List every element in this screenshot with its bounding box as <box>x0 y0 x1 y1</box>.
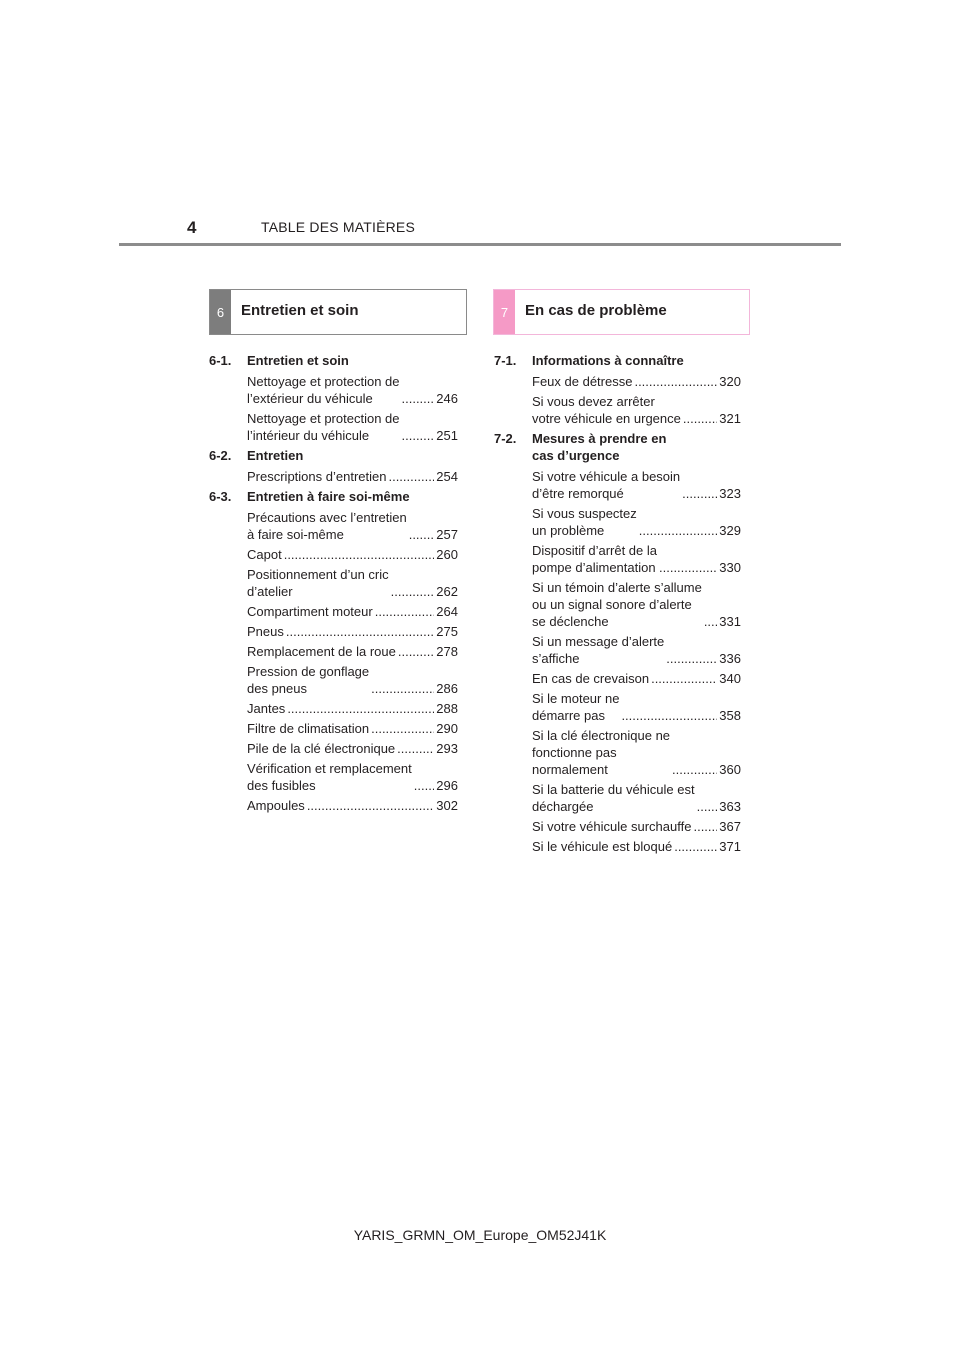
section-6-header[interactable] <box>209 289 467 335</box>
toc-entry-label: Si un témoin d’alerte s’allume ou un signal sonore d’alerte se déclenche <box>532 580 702 629</box>
toc-dot-leader <box>672 761 717 778</box>
toc-dot-leader <box>414 777 435 794</box>
toc-dot-leader <box>375 603 435 620</box>
toc-group <box>209 352 458 444</box>
toc-entry-label: Compartiment moteur <box>247 604 373 619</box>
toc-entry-page: 323 <box>719 486 741 501</box>
toc-entry[interactable] <box>247 720 458 737</box>
toc-dot-leader <box>307 797 434 814</box>
toc-group <box>494 352 741 427</box>
toc-entry[interactable] <box>532 505 741 539</box>
toc-entry-label: Si un message d’alerte s’affiche <box>532 634 665 666</box>
toc-entry[interactable] <box>247 546 458 563</box>
toc-entry[interactable] <box>532 468 741 502</box>
toc-entry-page: 288 <box>436 701 458 716</box>
toc-entry[interactable] <box>532 838 741 855</box>
toc-entry[interactable] <box>247 566 458 600</box>
toc-group-number: 6-1. <box>209 353 232 368</box>
toc-dot-leader <box>371 720 434 737</box>
toc-entry[interactable] <box>532 542 741 576</box>
toc-entry-page: 262 <box>436 584 458 599</box>
toc-group-title: Entretien <box>247 448 304 463</box>
toc-dot-leader <box>409 526 435 543</box>
toc-entry-page: 286 <box>436 681 458 696</box>
section-6-tab: 6 <box>210 290 231 334</box>
section-7-title: En cas de problème <box>525 302 667 319</box>
toc-entry[interactable] <box>247 468 458 485</box>
toc-entry-page: 371 <box>719 839 741 854</box>
toc-entry-page: 320 <box>719 374 741 389</box>
toc-dot-leader <box>398 643 434 660</box>
toc-entry-page: 278 <box>436 644 458 659</box>
toc-dot-leader <box>391 583 435 600</box>
toc-entry-page: 331 <box>719 614 741 629</box>
toc-dot-leader <box>287 700 434 717</box>
footer-document-id: YARIS_GRMN_OM_Europe_OM52J41K <box>353 1227 607 1243</box>
toc-dot-leader <box>693 818 717 835</box>
toc-entry-page: 293 <box>436 741 458 756</box>
toc-entry-page: 246 <box>436 391 458 406</box>
toc-dot-leader <box>284 546 435 563</box>
toc-entry-label: Ampoules <box>247 798 305 813</box>
toc-dot-leader <box>388 468 434 485</box>
toc-entry-page: 367 <box>719 819 741 834</box>
toc-entry-label: Remplacement de la roue <box>247 644 396 659</box>
toc-dot-leader <box>621 707 717 724</box>
toc-entry-label: Filtre de climatisation <box>247 721 370 736</box>
toc-dot-leader <box>651 670 717 687</box>
toc-group-heading[interactable] <box>494 430 741 464</box>
toc-entry-page: 330 <box>719 560 741 575</box>
toc-entry-page: 290 <box>436 721 458 736</box>
toc-entry-label: Vérification et remplacement des fusibles <box>247 761 412 793</box>
toc-entry-label: Nettoyage et protection de l’intérieur du véhicule <box>247 411 400 443</box>
header-title: TABLE DES MATIÈRES <box>261 219 416 235</box>
toc-entry[interactable] <box>532 393 741 427</box>
toc-group-heading[interactable] <box>209 488 458 505</box>
toc-dot-leader <box>666 650 717 667</box>
toc-group-number: 7-2. <box>494 431 517 446</box>
toc-entry-page: 321 <box>719 411 741 426</box>
toc-dot-leader <box>639 522 718 539</box>
toc-entry-page: 251 <box>436 428 458 443</box>
toc-entry[interactable] <box>532 670 741 687</box>
toc-entry[interactable] <box>247 700 458 717</box>
toc-entry-page: 254 <box>436 469 458 484</box>
toc-entry[interactable] <box>532 579 741 630</box>
toc-group-heading[interactable] <box>494 352 741 369</box>
toc-entry-label: Nettoyage et protection de l’extérieur du véhicule <box>247 374 400 406</box>
toc-group <box>494 430 741 855</box>
toc-entry-page: 296 <box>436 778 458 793</box>
toc-entry[interactable] <box>247 373 458 407</box>
toc-dot-leader <box>286 623 434 640</box>
toc-entry[interactable] <box>247 797 458 814</box>
toc-group-number: 7-1. <box>494 353 517 368</box>
toc-entry-page: 264 <box>436 604 458 619</box>
toc-entry-label: Positionnement d’un cric d’atelier <box>247 567 389 599</box>
toc-dot-leader <box>659 559 717 576</box>
toc-entry[interactable] <box>247 643 458 660</box>
toc-entry[interactable] <box>247 603 458 620</box>
toc-entry-label: Si vous suspectez un problème <box>532 506 637 538</box>
toc-entry[interactable] <box>247 623 458 640</box>
toc-entry-page: 360 <box>719 762 741 777</box>
toc-dot-leader <box>682 485 717 502</box>
toc-group-number: 6-3. <box>209 489 232 504</box>
toc-entry-label: Si la clé électronique ne fonctionne pas normalement <box>532 728 671 777</box>
toc-entry-label: Pneus <box>247 624 284 639</box>
toc-entry-label: Si votre véhicule a besoin d’être remorqué <box>532 469 681 501</box>
toc-group-title: Entretien à faire soi-même <box>247 489 410 504</box>
toc-entry-label: Jantes <box>247 701 286 716</box>
toc-entry-page: 302 <box>436 798 458 813</box>
toc-entry-page: 329 <box>719 523 741 538</box>
toc-entry-page: 340 <box>719 671 741 686</box>
page-number: 4 <box>187 218 197 237</box>
toc-group-title: Informations à connaître <box>532 353 684 368</box>
toc-entry-label: Feux de détresse <box>532 374 633 389</box>
toc-entry[interactable] <box>532 373 741 390</box>
toc-entry-page: 363 <box>719 799 741 814</box>
toc-entry-label: Précautions avec l’entretien à faire soi-même <box>247 510 407 542</box>
toc-entry[interactable] <box>247 663 458 697</box>
toc-entry[interactable] <box>532 818 741 835</box>
toc-entry-label: Si la batterie du véhicule est déchargée <box>532 782 695 814</box>
toc-entry[interactable] <box>532 727 741 778</box>
toc-entry[interactable] <box>247 760 458 794</box>
toc-entry-label: En cas de crevaison <box>532 671 650 686</box>
toc-group <box>209 488 458 814</box>
toc-entry-label: Pression de gonflage des pneus <box>247 664 370 696</box>
toc-entry-label: Dispositif d’arrêt de la pompe d’alimentation <box>532 543 657 575</box>
toc-dot-leader <box>697 798 718 815</box>
toc-entry-page: 257 <box>436 527 458 542</box>
toc-entry[interactable] <box>532 633 741 667</box>
toc-entry[interactable] <box>247 410 458 444</box>
section-6-title: Entretien et soin <box>241 302 359 319</box>
toc-dot-leader <box>397 740 434 757</box>
toc-entry[interactable] <box>532 690 741 724</box>
toc-dot-leader <box>674 838 717 855</box>
toc-entry-label: Si le moteur ne démarre pas <box>532 691 620 723</box>
toc-dot-leader <box>683 410 717 427</box>
toc-dot-leader <box>402 427 435 444</box>
toc-group-number: 6-2. <box>209 448 232 463</box>
toc-entry-label: Prescriptions d’entretien <box>247 469 387 484</box>
toc-entry[interactable] <box>247 509 458 543</box>
toc-entry-page: 336 <box>719 651 741 666</box>
toc-dot-leader <box>634 373 717 390</box>
toc-entry-label: Si votre véhicule surchauffe <box>532 819 692 834</box>
header-rule <box>119 243 841 246</box>
toc-column-7 <box>494 352 741 858</box>
toc-group <box>209 447 458 485</box>
toc-group-heading[interactable] <box>209 447 458 464</box>
toc-dot-leader <box>402 390 435 407</box>
toc-entry-label: Pile de la clé électronique <box>247 741 396 756</box>
toc-entry-label: Si vous devez arrêter votre véhicule en urgence <box>532 394 681 426</box>
toc-dot-leader <box>371 680 434 697</box>
toc-group-title: Entretien et soin <box>247 353 349 368</box>
toc-entry-label: Capot <box>247 547 282 562</box>
toc-entry-page: 260 <box>436 547 458 562</box>
toc-entry[interactable] <box>532 781 741 815</box>
section-7-tab: 7 <box>494 290 515 334</box>
toc-group-title: Mesures à prendre en cas d’urgence <box>532 431 667 463</box>
toc-entry[interactable] <box>247 740 458 757</box>
toc-entry-page: 275 <box>436 624 458 639</box>
toc-dot-leader <box>704 613 717 630</box>
section-7-header[interactable] <box>493 289 750 335</box>
toc-entry-page: 358 <box>719 708 741 723</box>
toc-group-heading[interactable] <box>209 352 458 369</box>
toc-column-6 <box>209 352 458 817</box>
toc-entry-label: Si le véhicule est bloqué <box>532 839 673 854</box>
